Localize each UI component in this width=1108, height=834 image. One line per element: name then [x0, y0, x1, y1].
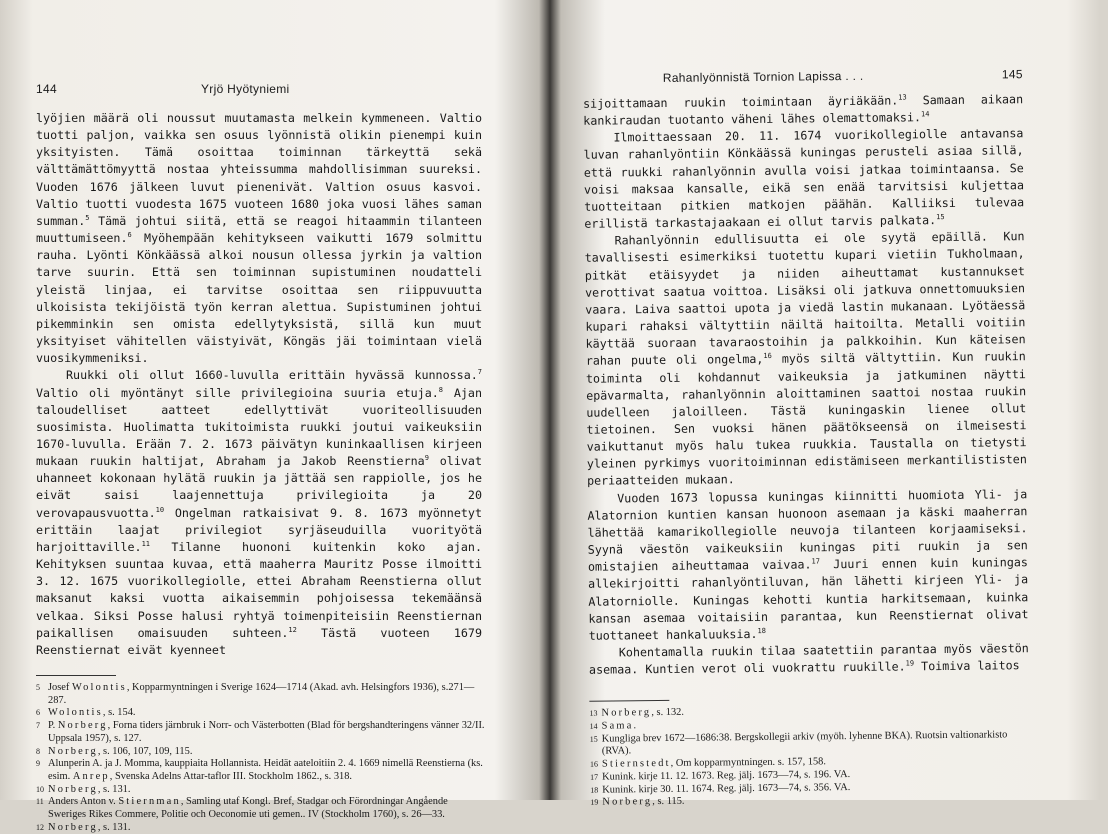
right-page [560, 0, 1108, 808]
footnote [36, 784, 486, 797]
footnote-ref: 15 [936, 213, 945, 222]
footnote-number: 13 [589, 708, 598, 719]
author-name: Wolontis [71, 682, 127, 693]
footnote-ref: 14 [920, 110, 930, 119]
footnote-text [48, 682, 486, 707]
footnote-text [48, 746, 486, 759]
footnote [36, 720, 486, 745]
footnote-number: 6 [36, 708, 40, 718]
footnote-number: 18 [590, 785, 599, 795]
left-page [0, 0, 500, 833]
text-run: , Kopparmyntningen i Sverige 1624—1714 (Akad. avh. Helsingfors 1936), s.271—287. [48, 682, 475, 706]
footnote-number: 9 [36, 759, 40, 769]
running-head-left [36, 82, 481, 104]
running-title-left: Yrjö Hyötyniemi [201, 82, 290, 96]
footnote-ref: 11 [141, 540, 150, 549]
footnote-ref: 18 [757, 626, 766, 635]
page-number-left: 144 [36, 82, 57, 96]
footnote-ref: 12 [288, 625, 297, 634]
author-name: Wolontis [48, 707, 103, 719]
text-run: , Svenska Adelns Attar-taflor III. Stockholm 1862., s. 318. [109, 770, 353, 782]
text-run: Kunink. kirje 30. 11. 1674. Reg. jälj. 1673—74, s. 356. VA. [602, 781, 851, 796]
author-name: Anrep [72, 770, 110, 782]
footnote [36, 682, 486, 707]
text-run: , s. 154. [102, 707, 136, 719]
footnote-ref: 9 [424, 454, 429, 463]
footnote [36, 758, 486, 783]
footnote-number: 15 [589, 734, 598, 744]
footnote [36, 822, 486, 834]
footnote-ref: 6 [127, 231, 132, 240]
text-run: Ajan taloudelliset aatteet edellyttivät vuoriteollisuuden suosimista. Huolimatta tukitoimista ruukki joutui vaikeuksiin 1670-luvulla. Erään 7. 2. 1673 päivätyn kuninkaallisen kirjeen mukaan ruukin haltijat, Abraham ja Jakob Reenstierna [36, 385, 482, 469]
text-run: Ruukki oli ollut 1660-luvulla erittäin hyvässä kunnossa. [66, 368, 478, 383]
text-run: Tämä johtui siitä, että se reagoi hitaammin tilanteen muuttumiseen. [36, 213, 482, 246]
author-name: Norberg [602, 796, 653, 808]
text-run: , s. 131. [97, 783, 131, 795]
text-run: Tilanne huononi kuitenkin koko ajan. Kehityksen suuntaa kuvaa, että maaherra Mauritz Posse ilmoitti 3. 12. 1675 vuorikollegiolle, ettei Abraham Reenstierna ollut maksanut kaksi vuotta aikaisemmin pohjoisessa tekemäänsä velkaa. Siksi Posse halusi ryhtyä toimenpiteisiin Reenstiernan paikallisen omaisuuden suhteen. [36, 539, 482, 640]
footnote-number: 14 [589, 721, 598, 731]
text-run: . [633, 720, 637, 732]
footnote-number: 8 [36, 746, 40, 756]
text-run: Vuoden 1673 lopussa kuningas kiinnitti huomiota Yli- ja Alatornion kuntien kansan huonoon asemaan ja käski maaherran lähettää kamarikollegiolle neuvoja tilanteen korjaamiseksi. Syynä väestön vaikeuksiin kuningas piti ruukin ja sen omistajien aiheuttamaa vaivaa. [587, 486, 1028, 574]
paragraph [36, 110, 482, 367]
text-run: olivat uhanneet kokonaan hylätä ruukin ja jättää sen rappiolle, jos he eivät saisi laajennettuja privilegioita ja 20 verovapausvuotta. [36, 454, 482, 520]
text-run: Kungliga brev 1672—1686:38. Bergskollegii arkiv (myöh. lyhenne BKA). Ruotsin valtionarkisto (RVA). [601, 729, 1008, 758]
footnote-text [48, 822, 486, 834]
text-run: Tästä vuoteen 1679 Reenstiernat eivät kyenneet [36, 625, 482, 657]
paragraph [584, 228, 1027, 490]
text-run: Myöhempään kehitykseen vaikutti 1679 solmittu rauha. Lyönti Könkäässä alkoi nousun ollessa jyrkin ja valtion tarve suurin. Että sen toiminnan supistuminen noudatteli yleistä linjaa, ei tarvitse osoittaa sen riippuvuutta ulkoisista tekijöistä työn kerran alettua. Supistuminen johtui pikemminkin sen omista edellytyksistä, sillä kun muut yksityiset vähitellen väistyivät, Köngäs jäi toimintaan vielä vuosikymmeniksi. [36, 231, 482, 366]
right-body-text [583, 91, 1029, 679]
author-name: Stiernstedt [601, 758, 671, 770]
footnote-rule-left [36, 675, 116, 676]
footnote-number: 19 [590, 797, 599, 807]
author-name: Norberg [601, 707, 652, 719]
paragraph [583, 91, 1023, 130]
footnote [36, 707, 486, 720]
text-run: , s. 115. [652, 795, 685, 808]
footnote-ref: 8 [438, 385, 443, 394]
footnote-text [48, 758, 486, 783]
author-name: Norberg [48, 783, 98, 795]
footnote-number: 7 [36, 721, 40, 731]
paragraph [589, 640, 1029, 679]
footnote [36, 796, 486, 821]
footnote-rule-right [589, 700, 669, 702]
author-name: Stiernman [118, 796, 181, 808]
footnote-text [48, 720, 486, 745]
paragraph [583, 125, 1024, 233]
running-head-right [583, 67, 1023, 94]
text-run: lyöjien määrä oli noussut muutamasta melkein kymmeneen. Valtio tuotti paljon, vaikka sen osuus lyönnistä olikin pienempi kuin yksityisten. Tämä osoittaa toiminnan tärkeyttä sekä välttämättömyyttä nostaa yhteissumma mahdollisimman suureksi. Vuoden 1676 jälkeen luvut pienenivät. Valtion osuus kasvoi. Valtio tuotti vuodesta 1675 vuoteen 1680 joka vuosi lähes saman summan. [36, 111, 482, 228]
left-footnotes [36, 682, 486, 834]
page-number-right: 145 [1001, 67, 1023, 82]
footnote-ref: 16 [763, 352, 772, 361]
text-run: Ilmoittaessaan 20. 11. 1674 vuorikollegiolle antavansa luvan rahanlyöntiin Könkäässä kuningas perusteli asiaa sillä, että ruukki rahanlyönnin avulla voisi jatkaa toimintaansa. Se voisi maksaa kansalle, eikä sen enää tarvitsisi kuljettaa tuotteitaan pitkien matkojen päähän. Kalliiksi tulevaa erillistä tarkastajaakaan ei ollut tarvis palkata. [583, 126, 1025, 231]
text-run: Alunperin A. ja J. Momma, kauppiaita Hollannista. Heidät aateloitiin 2. 4. 1669 nimellä Reenstierna (ks. esim. [48, 758, 483, 782]
footnote-ref: 13 [898, 93, 907, 102]
text-run: , s. 132. [651, 707, 684, 719]
footnote-number: 10 [36, 784, 44, 794]
text-run: sijoittamaan ruukin toimintaan äyriäkään. [583, 93, 899, 111]
footnote-number: 12 [36, 822, 44, 832]
paragraph [587, 486, 1029, 645]
footnote-number: 11 [36, 797, 44, 807]
text-run: myös siltä vältyttiin. Kun ruukin toiminta oli kohdannut vaikeuksia ja jatkuminen näytti epävarmalta, rahanlyönnin aloittaminen saattoi nostaa ruukin uudelleen jaloilleen. Tästä kuningaskin lienee ollut tietoinen. Sen vuoksi hänen päätökseensä on ilmeisesti vaikuttanut myös halu tukea ruukkia. Taustalla on tietysti yleinen pyrkimys vuoritoiminnan edistämiseen merkantilististen periaatteiden mukaan. [585, 349, 1027, 489]
author-name: Norberg [57, 720, 108, 732]
text-run: , Samling utaf Kongl. Bref, Stadgar och Förordningar Angående Sweriges Rikes Commere, Politie och Oeconomie uti gemen.. IV (Stockholm 1760), s. 26—33. [48, 796, 448, 821]
text-run: Josef [48, 682, 72, 693]
text-run: P. [48, 720, 58, 732]
author-name: Norberg [48, 821, 98, 833]
right-footnotes [589, 703, 1030, 809]
footnote [36, 746, 486, 759]
footnote-text [48, 707, 486, 720]
text-run: Rahanlyönnin edullisuutta ei ole syytä epäillä. Kun tavallisesti esimerkiksi tuotettu kupari vietiin Tukholmaan, pitkät etäisyydet ja niiden aiheuttamat kustannukset verottivat saatua voittoa. Lisäksi oli jatkuva onnettomuuksien vaara. Laiva saattoi upota ja viedä lastin mukanaan. Lyötäessä kupari rahaksi vältyttiin näiltä haitoilta. Metalli voitiin käyttää suoraan tavaraostoihin ja palkkoihin. Kun käteisen rahan puute oli ongelma, [584, 229, 1026, 369]
text-run: Valtio oli myöntänyt sille privilegioina suuria etuja. [36, 385, 439, 400]
footnote-number: 5 [36, 683, 40, 692]
footnote-ref: 17 [811, 557, 820, 566]
footnote-number: 16 [589, 759, 599, 769]
footnote-text [48, 796, 486, 821]
text-run: Samaan aikaan kankiraudan tuotanto väheni lähes olemattomaksi. [583, 92, 1024, 128]
author-name: Norberg [48, 745, 98, 757]
footnote-ref: 7 [477, 368, 482, 377]
text-run: Toimiva laitos [914, 658, 1020, 674]
text-run: Juuri ennen kuin kuningas allekirjoitti rahanlyöntiluvan, hän lähetti kirjeen Yli- ja Alatorniolle. Kuningas kehotti kuntia harkitsemaan, kuinka kansan asemaa voitaisiin parantaa, kun Reenstiernat olivat tuottaneet hankaluuksia. [588, 555, 1029, 643]
footnote-ref: 19 [905, 659, 915, 668]
footnote-ref: 5 [85, 214, 90, 223]
running-title-right: Rahanlyönnistä Tornion Lapissa . . . [662, 68, 864, 85]
footnote-ref: 10 [155, 505, 165, 514]
left-body-text [36, 110, 482, 659]
text-run: Anders Anton v. [48, 796, 119, 808]
paragraph [36, 367, 482, 659]
text-run: , s. 106, 107, 109, 115. [97, 745, 193, 757]
footnote-text [48, 784, 486, 797]
text-run: , s. 131. [97, 821, 131, 833]
text-run: Ongelman ratkaisivat 9. 8. 1673 myönnetyt erittäin laajat privilegiot syrjäseuduilla vuorityötä harjoittaville. [36, 505, 482, 554]
text-run: , Om kopparmyntningen. s. 157, 158. [670, 756, 826, 770]
text-run: Kohentamalla ruukin tilaa saatettiin parantaa myös väestön asemaa. Kuntien verot oli vuokrattu ruukille. [588, 641, 1029, 677]
author-name: Sama [601, 720, 634, 732]
text-run: Kunink. kirje 11. 12. 1673. Reg. jälj. 1673—74, s. 196. VA. [602, 768, 851, 783]
text-run: , Forna tiders järnbruk i Norr- och Västerbotten (Blad för bergshandteringens vänner 32/II. Uppsala 1957), s. 127. [48, 720, 485, 744]
footnote-number: 17 [590, 772, 599, 782]
